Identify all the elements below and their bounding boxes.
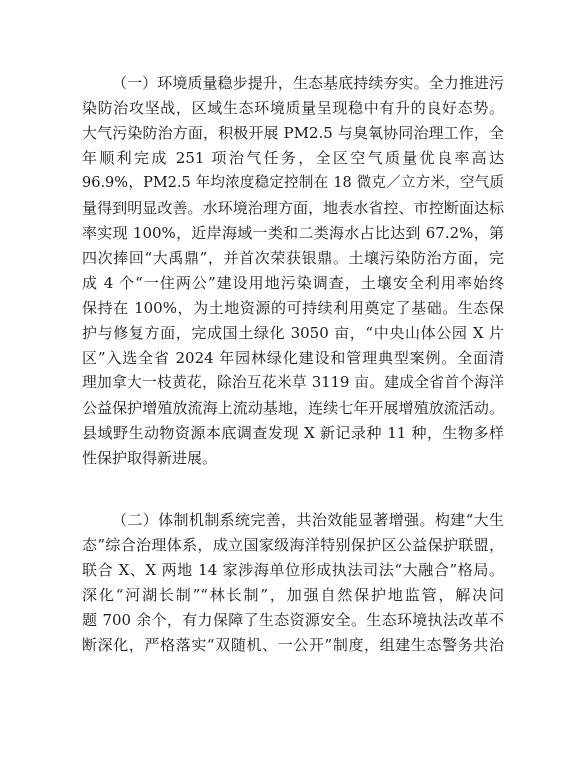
paragraph-line: 保持在 100%，为土地资源的可持续利用奠定了基础。生态保 [82, 299, 504, 317]
paragraph-line: 性保护取得新进展。 [82, 449, 218, 467]
paragraph-line: 护与修复方面，完成国土绿化 3050 亩，“中央山体公园 X 片 [82, 324, 504, 342]
paragraph-line: 染防治攻坚战，区域生态环境质量呈现稳中有升的良好态势。 [82, 99, 504, 117]
paragraph-line: （一）环境质量稳步提升，生态基底持续夯实。全力推进污 [112, 74, 504, 92]
paragraph-line: 率实现 100%，近岸海域一类和二类海水占比达到 67.2%，第 [82, 224, 504, 242]
paragraph-line: 量得到明显改善。水环境治理方面，地表水省控、市控断面达标 [82, 199, 504, 217]
paragraph-line: 题 700 余个，有力保障了生态资源安全。生态环境执法改革不 [82, 611, 504, 629]
paragraph-line: 断深化，严格落实“双随机、一公开”制度，组建生态警务共治 [82, 636, 504, 654]
paragraph-line: 成 4 个“一住两公”建设用地污染调查，土壤安全利用率始终 [82, 274, 504, 292]
paragraph-line: （二）体制机制系统完善，共治效能显著增强。构建“大生 [112, 511, 504, 529]
paragraph-line: 联合 X、X 两地 14 家涉海单位形成执法司法“大融合”格局。 [82, 561, 504, 579]
paragraph-line: 年顺利完成 251 项治气任务，全区空气质量优良率高达 [82, 149, 504, 167]
paragraph-line: 县域野生动物资源本底调查发现 X 新记录种 11 种，生物多样 [82, 424, 504, 442]
paragraph-line: 深化“河湖长制”“林长制”，加强自然保护地监管，解决问 [82, 586, 504, 604]
paragraph-line: 大气污染防治方面，积极开展 PM2.5 与臭氧协同治理工作，全 [82, 124, 504, 142]
paragraph-line: 四次捧回“大禹鼎”，并首次荣获银鼎。土壤污染防治方面，完 [82, 249, 504, 267]
paragraph-line: 公益保护增殖放流海上流动基地，连续七年开展增殖放流活动。 [82, 399, 504, 417]
paragraph-line: 区”入选全省 2024 年园林绿化建设和管理典型案例。全面清 [82, 349, 504, 367]
paragraph-line: 96.9%，PM2.5 年均浓度稳定控制在 18 微克／立方米，空气质 [82, 175, 504, 191]
paragraph-line: 理加拿大一枝黄花，除治互花米草 3119 亩。建成全省首个海洋 [82, 374, 504, 391]
paragraph-line: 态”综合治理体系，成立国家级海洋特别保护区公益保护联盟， [82, 536, 504, 554]
